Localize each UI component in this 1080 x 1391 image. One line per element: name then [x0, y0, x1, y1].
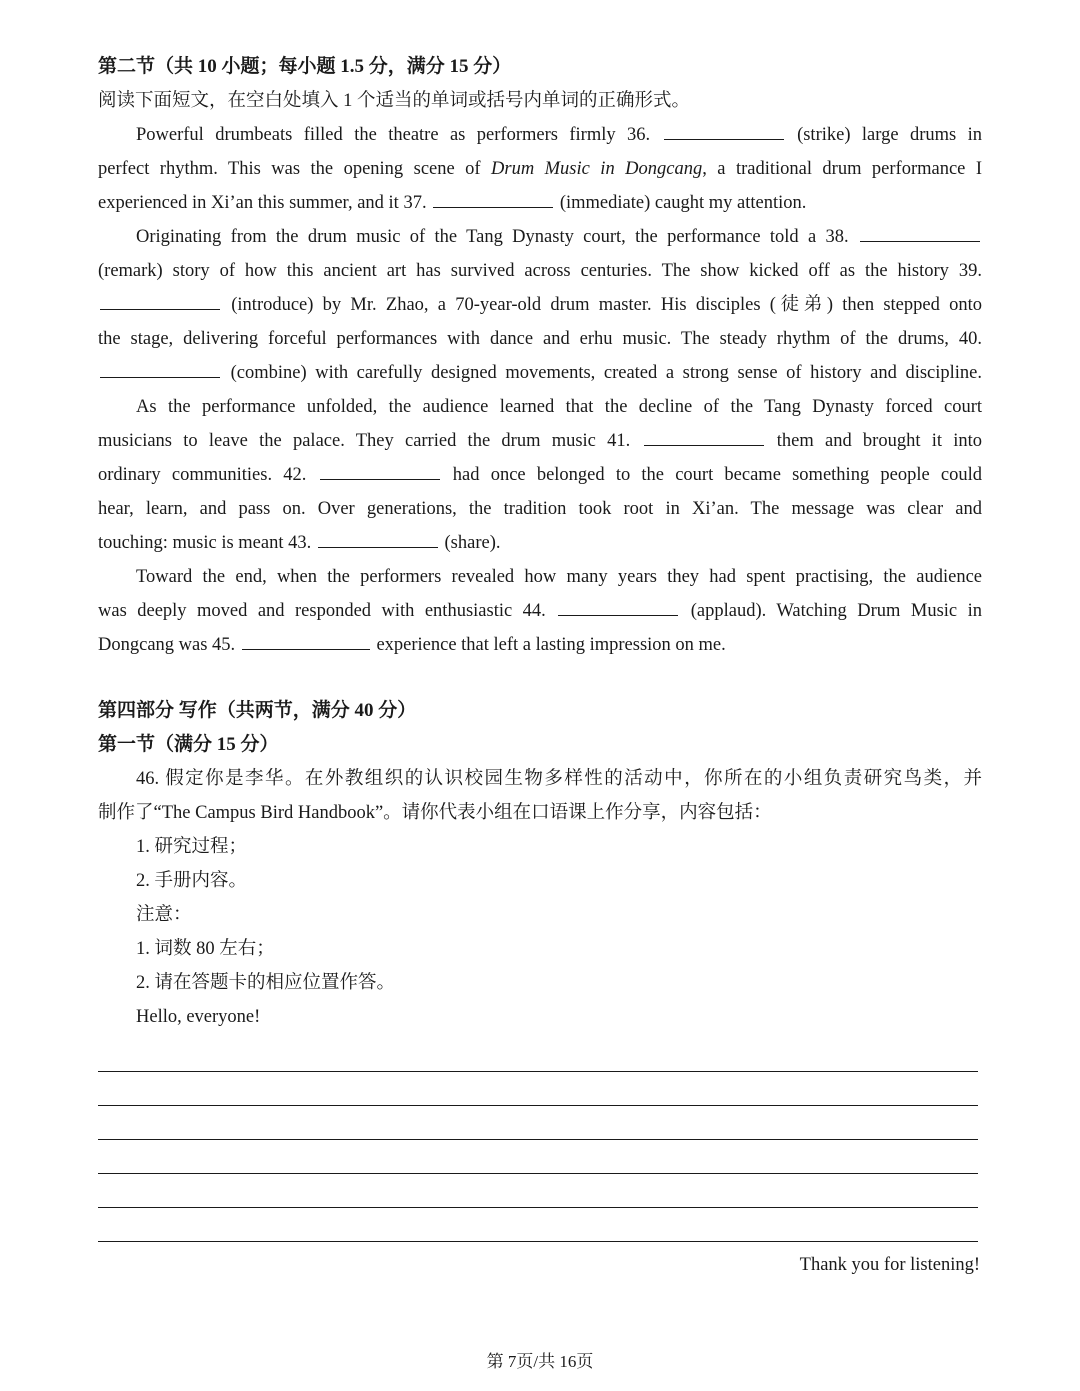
- note-item: 2. 请在答题卡的相应位置作答。: [136, 973, 396, 993]
- prompt-line: 46. 假定你是李华。在外教组织的认识校园生物多样性的活动中，你所在的小组负责研究鸟类，并: [136, 769, 982, 789]
- passage-line: As the performance unfolded, the audience learned that the decline of the Tang Dynasty forced court: [136, 397, 982, 417]
- answer-line[interactable]: [98, 1072, 978, 1106]
- passage-line: (combine) with carefully designed movements, created a strong sense of history and discipline.: [98, 356, 982, 390]
- instruction-text: 阅读下面短文，在空白处填入 1 个适当的单词或括号内单词的正确形式。: [98, 91, 691, 111]
- passage-line: Powerful drumbeats filled the theatre as performers firmly 36. (strike) large drums in: [136, 125, 983, 145]
- answer-area[interactable]: [98, 1038, 982, 1242]
- blank-41[interactable]: [644, 429, 764, 446]
- answer-line[interactable]: [98, 1140, 978, 1174]
- passage-line: was deeply moved and responded with enthusiastic 44. (applaud). Watching Drum Music in: [98, 601, 982, 621]
- sub-heading: 第一节（满分 15 分）: [98, 734, 279, 755]
- blank-37[interactable]: [433, 191, 553, 208]
- closing-text: Thank you for listening!: [799, 1255, 980, 1275]
- passage-line: musicians to leave the palace. They carried the drum music 41. them and brought it into: [98, 431, 983, 451]
- blank-39[interactable]: [100, 293, 220, 310]
- passage-line: Originating from the drum music of the Tang Dynasty court, the performance told a 38.: [98, 220, 982, 254]
- part-heading: 第四部分 写作（共两节，满分 40 分）: [98, 700, 417, 721]
- passage-line: (remark) story of how this ancient art has survived across centuries. The show kicked off as the history 39.: [98, 261, 982, 281]
- passage-line: hear, learn, and pass on. Over generations, the tradition took root in Xi’an. The message was clear and: [98, 499, 982, 519]
- blank-42[interactable]: [320, 463, 440, 480]
- passage-line: the stage, delivering forceful performances with dance and erhu music. The steady rhythm of the drums, 40.: [98, 329, 982, 349]
- note-label: 注意：: [136, 905, 192, 925]
- italic-title: Drum Music in Dongcang: [491, 159, 703, 179]
- prompt-line: 制作了“The Campus Bird Handbook”。请你代表小组在口语课上作分享，内容包括：: [98, 803, 772, 823]
- blank-38[interactable]: [860, 225, 980, 242]
- blank-40[interactable]: [100, 361, 220, 378]
- answer-line[interactable]: [98, 1038, 978, 1072]
- note-item: 1. 词数 80 左右；: [136, 939, 275, 959]
- passage-line: experienced in Xi’an this summer, and it 37. (immediate) caught my attention.: [98, 193, 807, 213]
- blank-44[interactable]: [558, 599, 678, 616]
- page-number: 第 7页/共 16页: [486, 1352, 594, 1371]
- answer-line[interactable]: [98, 1106, 978, 1140]
- blank-43[interactable]: [318, 531, 438, 548]
- answer-line[interactable]: [98, 1208, 978, 1242]
- passage-line: Dongcang was 45. experience that left a lasting impression on me.: [98, 635, 726, 655]
- passage-line: ordinary communities. 42. had once belonged to the court became something people could: [98, 465, 982, 485]
- passage-line: perfect rhythm. This was the opening scene of Drum Music in Dongcang, a traditional drum performance I: [98, 159, 983, 179]
- content-item: 1. 研究过程；: [136, 837, 248, 857]
- exam-page: [98, 50, 982, 1282]
- greeting-text: Hello, everyone!: [136, 1007, 261, 1027]
- passage-line: Toward the end, when the performers revealed how many years they had spent practising, the audience: [136, 567, 982, 587]
- section-heading: 第二节（共 10 小题；每小题 1.5 分，满分 15 分）: [98, 56, 512, 77]
- passage-line: touching: music is meant 43. (share).: [98, 533, 501, 553]
- blank-36[interactable]: [664, 123, 784, 140]
- answer-line[interactable]: [98, 1174, 978, 1208]
- content-item: 2. 手册内容。: [136, 871, 248, 891]
- passage-line: (introduce) by Mr. Zhao, a 70-year-old drum master. His disciples (徒弟) then stepped onto: [98, 288, 982, 322]
- blank-45[interactable]: [242, 633, 370, 650]
